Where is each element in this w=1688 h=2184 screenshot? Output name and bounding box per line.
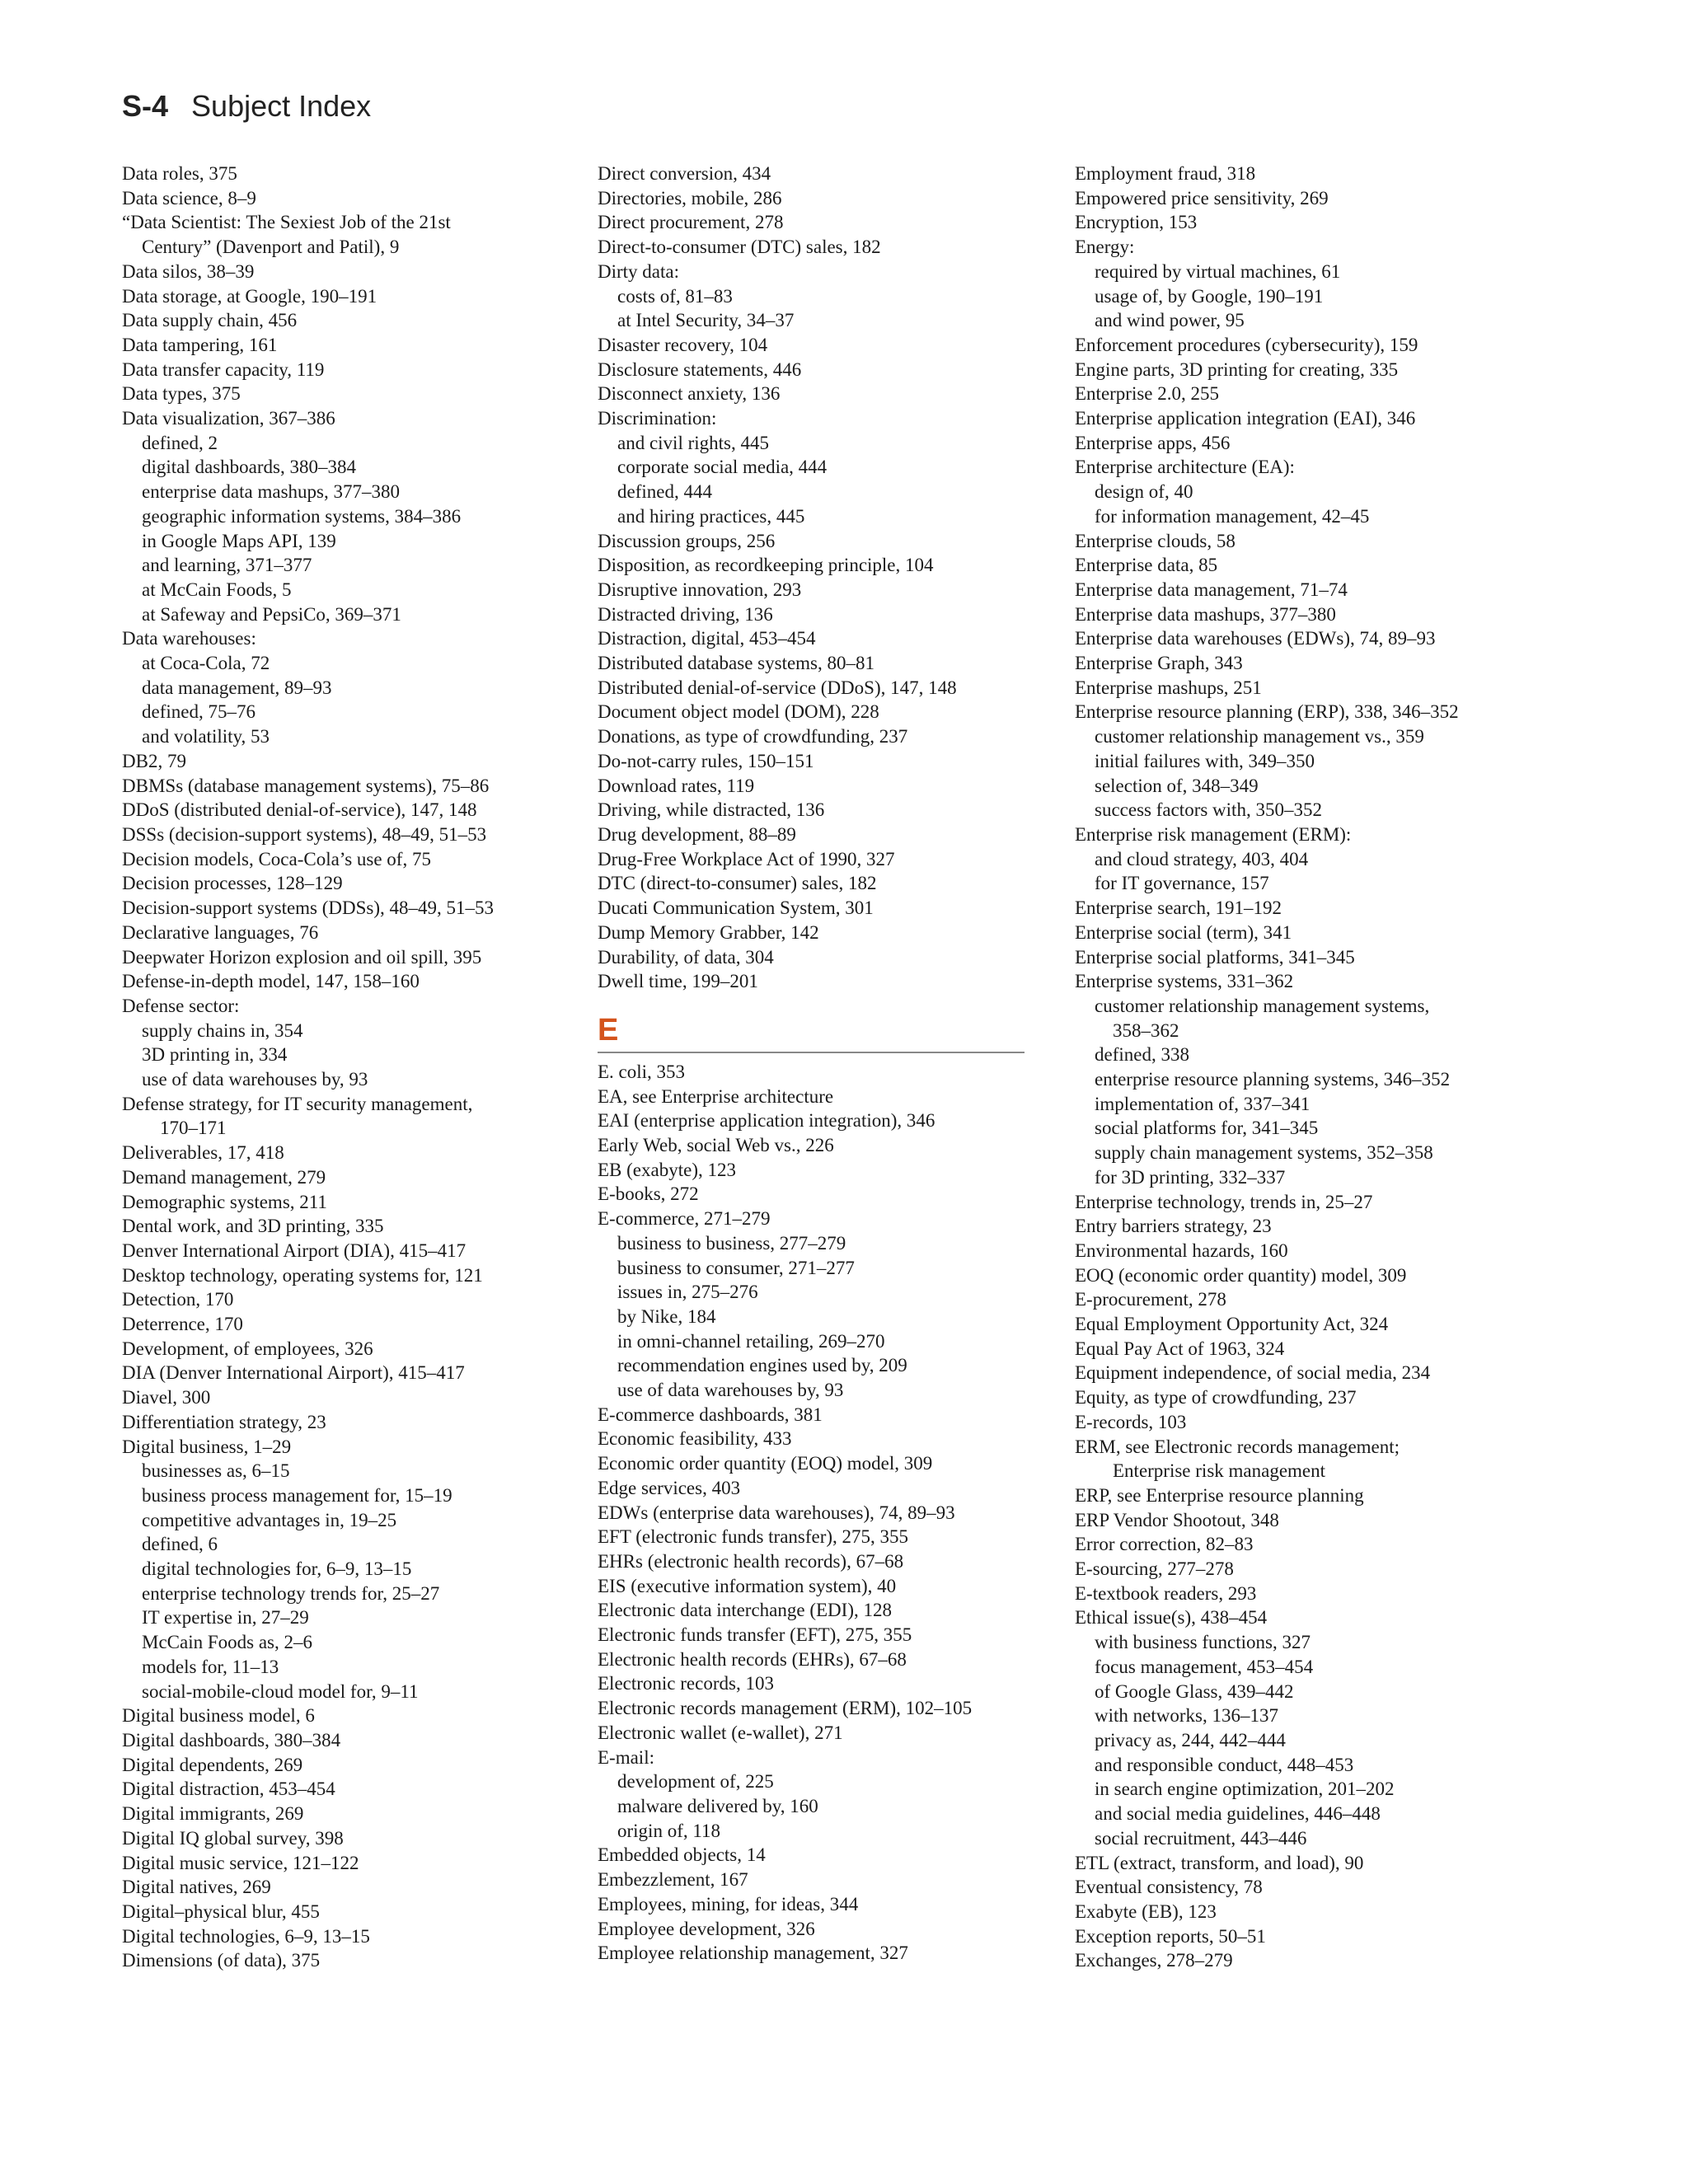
index-subentry: use of data warehouses by, 93 xyxy=(142,1069,368,1090)
index-entry: Disruptive innovation, 293 xyxy=(598,579,802,600)
index-entry: Enterprise clouds, 58 xyxy=(1075,530,1236,551)
index-entry: Error correction, 82–83 xyxy=(1075,1534,1254,1555)
index-subentry: in search engine optimization, 201–202 xyxy=(1095,1779,1395,1800)
index-entry: E-sourcing, 277–278 xyxy=(1075,1558,1234,1580)
index-subentry: digital dashboards, 380–384 xyxy=(142,457,356,478)
index-entry: Enterprise systems, 331–362 xyxy=(1075,971,1294,992)
index-entry: Do-not-carry rules, 150–151 xyxy=(598,750,814,771)
index-entry: Disposition, as recordkeeping principle, 104 xyxy=(598,555,934,576)
index-entry: Direct conversion, 434 xyxy=(598,163,771,184)
index-entry: EDWs (enterprise data warehouses), 74, 89–93 xyxy=(598,1502,955,1523)
index-subentry: customer relationship management systems, xyxy=(1095,995,1430,1016)
index-entry: E. coli, 353 xyxy=(598,1061,686,1082)
index-subentry: models for, 11–13 xyxy=(142,1656,279,1677)
index-subentry: business to consumer, 271–277 xyxy=(617,1257,855,1278)
index-entry: Data warehouses: xyxy=(122,628,256,649)
index-entry: Dimensions (of data), 375 xyxy=(122,1950,321,1971)
index-entry: EA, see Enterprise architecture xyxy=(598,1085,834,1107)
index-entry: Data transfer capacity, 119 xyxy=(122,359,325,380)
index-entry: Employee relationship management, 327 xyxy=(598,1943,908,1964)
index-entry: Directories, mobile, 286 xyxy=(598,187,782,209)
index-subentry: and hiring practices, 445 xyxy=(617,505,805,527)
index-entry: Dirty data: xyxy=(598,260,679,282)
index-column-2 xyxy=(598,162,1059,1966)
index-entry: DIA (Denver International Airport), 415–417 xyxy=(122,1362,465,1384)
index-entry: Electronic funds transfer (EFT), 275, 355 xyxy=(598,1624,912,1646)
index-entry: Declarative languages, 76 xyxy=(122,921,319,943)
index-subentry: Century” (Davenport and Patil), 9 xyxy=(142,237,400,258)
index-entry: Dwell time, 199–201 xyxy=(598,971,758,992)
index-entry: Digital natives, 269 xyxy=(122,1877,271,1898)
index-entry: Drug-Free Workplace Act of 1990, 327 xyxy=(598,848,895,869)
index-entry: Digital business, 1–29 xyxy=(122,1436,292,1457)
index-subentry: in Google Maps API, 139 xyxy=(142,530,336,551)
index-entry: Employee development, 326 xyxy=(598,1918,815,1939)
index-entry: Distributed denial-of-service (DDoS), 147, 148 xyxy=(598,677,957,698)
index-entry: Drug development, 88–89 xyxy=(598,823,796,845)
index-entry: Enterprise social platforms, 341–345 xyxy=(1075,946,1355,968)
index-entry: Exabyte (EB), 123 xyxy=(1075,1900,1217,1922)
index-entry: Entry barriers strategy, 23 xyxy=(1075,1216,1272,1237)
index-subentry: malware delivered by, 160 xyxy=(617,1796,818,1816)
index-entry: Electronic records management (ERM), 102–105 xyxy=(598,1698,973,1719)
index-entry: Deliverables, 17, 418 xyxy=(122,1142,284,1164)
index-entry: Enterprise apps, 456 xyxy=(1075,432,1231,453)
index-entry: Digital–physical blur, 455 xyxy=(122,1900,320,1922)
index-entry: Environmental hazards, 160 xyxy=(1075,1240,1288,1261)
index-entry: Differentiation strategy, 23 xyxy=(122,1411,326,1432)
index-entry: Data storage, at Google, 190–191 xyxy=(122,285,377,307)
index-subentry: 3D printing in, 334 xyxy=(142,1044,288,1066)
index-entry: Data types, 375 xyxy=(122,383,241,405)
index-entry: Encryption, 153 xyxy=(1075,212,1198,233)
index-entry: Decision-support systems (DDSs), 48–49, 51–53 xyxy=(122,898,495,919)
index-entry: Enterprise data management, 71–74 xyxy=(1075,579,1348,600)
index-subentry: corporate social media, 444 xyxy=(617,457,828,478)
index-subentry: development of, 225 xyxy=(617,1771,774,1793)
index-subentry: by Nike, 184 xyxy=(617,1305,716,1327)
index-entry: Disaster recovery, 104 xyxy=(598,334,768,355)
index-subentry: enterprise technology trends for, 25–27 xyxy=(142,1582,440,1604)
index-subentry: digital technologies for, 6–9, 13–15 xyxy=(142,1558,412,1580)
index-entry: Digital dashboards, 380–384 xyxy=(122,1730,341,1750)
index-entry: Dump Memory Grabber, 142 xyxy=(598,921,819,943)
index-entry: Enterprise data, 85 xyxy=(1075,555,1218,576)
index-entry: Decision processes, 128–129 xyxy=(122,873,343,894)
index-entry: E-mail: xyxy=(598,1746,654,1768)
index-entry: Deterrence, 170 xyxy=(122,1314,243,1335)
index-entry: Document object model (DOM), 228 xyxy=(598,701,879,723)
index-entry: EB (exabyte), 123 xyxy=(598,1159,736,1180)
index-entry: Development, of employees, 326 xyxy=(122,1338,373,1359)
index-entry: Equal Employment Opportunity Act, 324 xyxy=(1075,1314,1389,1335)
section-letter: E xyxy=(598,1012,619,1047)
index-subentry: use of data warehouses by, 93 xyxy=(617,1380,844,1401)
index-entry: Enterprise social (term), 341 xyxy=(1075,921,1292,943)
index-entry: Electronic records, 103 xyxy=(598,1673,774,1694)
index-subentry: selection of, 348–349 xyxy=(1095,775,1259,796)
index-entry: Enforcement procedures (cybersecurity), 159 xyxy=(1075,334,1418,355)
index-entry: Enterprise mashups, 251 xyxy=(1075,677,1262,698)
index-entry: Discussion groups, 256 xyxy=(598,530,776,551)
index-entry: Digital IQ global survey, 398 xyxy=(122,1827,344,1849)
index-subentry: business to business, 277–279 xyxy=(617,1232,846,1254)
section-heading xyxy=(598,1012,1025,1053)
page-number: S-4 xyxy=(122,89,169,123)
index-subentry: initial failures with, 349–350 xyxy=(1095,750,1315,771)
index-entry: Exception reports, 50–51 xyxy=(1075,1925,1266,1947)
index-entry: Eventual consistency, 78 xyxy=(1075,1877,1263,1898)
index-subentry: with networks, 136–137 xyxy=(1095,1705,1278,1727)
index-entry: Enterprise search, 191–192 xyxy=(1075,898,1282,919)
index-entry: ERM, see Electronic records management; xyxy=(1075,1436,1400,1457)
index-subentry: at Coca-Cola, 72 xyxy=(142,653,270,674)
index-subentry: at McCain Foods, 5 xyxy=(142,579,292,600)
index-entry: Enterprise data warehouses (EDWs), 74, 89–93 xyxy=(1075,628,1436,649)
index-subentry: origin of, 118 xyxy=(617,1820,720,1841)
index-entry: Decision models, Coca-Cola’s use of, 75 xyxy=(122,848,431,869)
index-subentry: and cloud strategy, 403, 404 xyxy=(1095,848,1309,869)
index-subentry: business process management for, 15–19 xyxy=(142,1484,452,1506)
index-entry: Enterprise 2.0, 255 xyxy=(1075,383,1220,405)
index-subentry: social recruitment, 443–446 xyxy=(1095,1827,1307,1849)
index-entry: Donations, as type of crowdfunding, 237 xyxy=(598,726,908,748)
index-entry: Economic order quantity (EOQ) model, 309 xyxy=(598,1453,933,1474)
index-entry: ERP, see Enterprise resource planning xyxy=(1075,1484,1364,1506)
index-subentry: customer relationship management vs., 359 xyxy=(1095,726,1424,748)
index-subentry: competitive advantages in, 19–25 xyxy=(142,1509,397,1530)
index-subentry: IT expertise in, 27–29 xyxy=(142,1607,309,1629)
index-subentry: for information management, 42–45 xyxy=(1095,505,1370,527)
page-title: Subject Index xyxy=(191,89,372,123)
index-entry: EIS (executive information system), 40 xyxy=(598,1575,897,1596)
index-entry: Enterprise data mashups, 377–380 xyxy=(1075,603,1336,625)
index-entry: Demand management, 279 xyxy=(122,1166,326,1188)
index-subentry: businesses as, 6–15 xyxy=(142,1460,290,1482)
index-entry: Engine parts, 3D printing for creating, 335 xyxy=(1075,359,1399,380)
index-subentry: usage of, by Google, 190–191 xyxy=(1095,285,1324,307)
index-entry: Direct-to-consumer (DTC) sales, 182 xyxy=(598,237,881,258)
index-entry: Defense-in-depth model, 147, 158–160 xyxy=(122,971,420,992)
index-subentry: 358–362 xyxy=(1113,1019,1179,1041)
index-entry: DDoS (distributed denial-of-service), 147, 148 xyxy=(122,799,477,821)
index-subentry: enterprise resource planning systems, 346–352 xyxy=(1095,1069,1451,1090)
index-entry: Desktop technology, operating systems for, 121 xyxy=(122,1264,483,1286)
index-entry: Direct procurement, 278 xyxy=(598,212,784,233)
index-subentry: Enterprise risk management xyxy=(1113,1460,1326,1482)
index-subentry: defined, 6 xyxy=(142,1534,218,1555)
index-entry: Electronic data interchange (EDI), 128 xyxy=(598,1600,892,1621)
index-entry: Data science, 8–9 xyxy=(122,187,256,209)
index-subentry: supply chains in, 354 xyxy=(142,1019,303,1041)
index-subentry: and wind power, 95 xyxy=(1095,310,1245,331)
index-subentry: privacy as, 244, 442–444 xyxy=(1095,1730,1286,1750)
index-subentry: defined, 75–76 xyxy=(142,701,256,723)
index-entry: Disclosure statements, 446 xyxy=(598,359,802,380)
index-subentry: supply chain management systems, 352–358 xyxy=(1095,1142,1433,1164)
index-entry: Early Web, social Web vs., 226 xyxy=(598,1135,834,1156)
index-entry: Digital dependents, 269 xyxy=(122,1754,303,1775)
index-subentry: enterprise data mashups, 377–380 xyxy=(142,481,400,503)
index-subentry: defined, 444 xyxy=(617,481,712,503)
index-entry: ETL (extract, transform, and load), 90 xyxy=(1075,1852,1364,1873)
index-subentry: recommendation engines used by, 209 xyxy=(617,1355,907,1376)
index-entry: Equal Pay Act of 1963, 324 xyxy=(1075,1338,1285,1359)
index-entry: Driving, while distracted, 136 xyxy=(598,799,825,821)
index-entry: Demographic systems, 211 xyxy=(122,1191,327,1212)
index-entry: Distributed database systems, 80–81 xyxy=(598,653,875,674)
index-subentry: defined, 338 xyxy=(1095,1044,1189,1066)
index-entry: Enterprise risk management (ERM): xyxy=(1075,823,1352,845)
index-entry: EHRs (electronic health records), 67–68 xyxy=(598,1550,904,1572)
index-entry: E-commerce dashboards, 381 xyxy=(598,1404,823,1425)
index-entry: Data visualization, 367–386 xyxy=(122,408,335,429)
index-subentry: costs of, 81–83 xyxy=(617,285,733,307)
index-subentry: for IT governance, 157 xyxy=(1095,873,1269,894)
index-entry: Diavel, 300 xyxy=(122,1387,211,1408)
index-subentry: McCain Foods as, 2–6 xyxy=(142,1632,312,1653)
index-subentry: required by virtual machines, 61 xyxy=(1095,260,1341,282)
index-subentry: implementation of, 337–341 xyxy=(1095,1093,1311,1114)
index-subentry: and learning, 371–377 xyxy=(142,555,312,576)
index-entry: Data roles, 375 xyxy=(122,163,237,184)
index-entry: Data silos, 38–39 xyxy=(122,260,255,282)
page-header xyxy=(122,89,371,124)
index-entry: Distracted driving, 136 xyxy=(598,603,773,625)
index-entry: Dental work, and 3D printing, 335 xyxy=(122,1216,384,1237)
index-entry: EAI (enterprise application integration), 346 xyxy=(598,1110,935,1132)
index-entry: Digital music service, 121–122 xyxy=(122,1852,359,1873)
index-entry: Digital technologies, 6–9, 13–15 xyxy=(122,1925,370,1947)
index-column-1 xyxy=(122,162,584,1973)
index-entry: EFT (electronic funds transfer), 275, 355 xyxy=(598,1526,909,1548)
index-subentry: success factors with, 350–352 xyxy=(1095,799,1322,821)
index-entry: E-textbook readers, 293 xyxy=(1075,1582,1257,1604)
index-entry: Data supply chain, 456 xyxy=(122,310,298,331)
index-subentry: at Intel Security, 34–37 xyxy=(617,310,795,331)
index-entry: Discrimination: xyxy=(598,408,717,429)
index-subentry: design of, 40 xyxy=(1095,481,1193,503)
index-entry: Durability, of data, 304 xyxy=(598,946,774,968)
index-entry: Employees, mining, for ideas, 344 xyxy=(598,1893,859,1915)
index-entry: Ethical issue(s), 438–454 xyxy=(1075,1607,1268,1629)
index-entry: DTC (direct-to-consumer) sales, 182 xyxy=(598,873,877,894)
index-entry: Equity, as type of crowdfunding, 237 xyxy=(1075,1387,1357,1408)
index-entry: Defense strategy, for IT security management, xyxy=(122,1093,473,1114)
index-entry: Empowered price sensitivity, 269 xyxy=(1075,187,1329,209)
index-entry: Enterprise resource planning (ERP), 338, 346–352 xyxy=(1075,701,1459,723)
index-entry: Electronic wallet (e-wallet), 271 xyxy=(598,1722,843,1743)
index-subentry: of Google Glass, 439–442 xyxy=(1095,1680,1294,1702)
index-subentry: geographic information systems, 384–386 xyxy=(142,505,462,527)
index-entry: Embezzlement, 167 xyxy=(598,1869,748,1891)
index-entry: E-procurement, 278 xyxy=(1075,1289,1226,1310)
index-entry: Denver International Airport (DIA), 415–417 xyxy=(122,1240,467,1261)
index-entry: Data tampering, 161 xyxy=(122,334,278,355)
index-subentry: defined, 2 xyxy=(142,432,218,453)
index-entry: Electronic health records (EHRs), 67–68 xyxy=(598,1648,907,1670)
index-entry: DBMSs (database management systems), 75–86 xyxy=(122,775,490,796)
index-entry: ERP Vendor Shootout, 348 xyxy=(1075,1509,1279,1530)
index-entry: E-records, 103 xyxy=(1075,1411,1187,1432)
index-entry: Digital distraction, 453–454 xyxy=(122,1779,335,1800)
index-entry: Enterprise Graph, 343 xyxy=(1075,653,1243,674)
index-entry: DSSs (decision-support systems), 48–49, 51–53 xyxy=(122,823,487,845)
index-entry: Detection, 170 xyxy=(122,1289,234,1310)
index-subentry: and volatility, 53 xyxy=(142,726,270,748)
index-entry: Exchanges, 278–279 xyxy=(1075,1950,1233,1971)
index-subentry: and responsible conduct, 448–453 xyxy=(1095,1754,1354,1775)
index-subentry: issues in, 275–276 xyxy=(617,1282,758,1303)
index-entry: Edge services, 403 xyxy=(598,1477,741,1498)
index-entry: Equipment independence, of social media, 234 xyxy=(1075,1362,1431,1384)
index-entry: E-commerce, 271–279 xyxy=(598,1208,771,1230)
index-entry: Digital immigrants, 269 xyxy=(122,1803,304,1825)
index-entry: Economic feasibility, 433 xyxy=(598,1428,792,1450)
index-subentry: at Safeway and PepsiCo, 369–371 xyxy=(142,603,401,625)
index-subentry: and civil rights, 445 xyxy=(617,432,769,453)
index-entry: Defense sector: xyxy=(122,995,240,1016)
index-column-3 xyxy=(1075,162,1536,1973)
index-entry: Enterprise architecture (EA): xyxy=(1075,457,1295,478)
index-entry: Disconnect anxiety, 136 xyxy=(598,383,781,405)
index-subentry: social-mobile-cloud model for, 9–11 xyxy=(142,1680,419,1702)
index-entry: Distraction, digital, 453–454 xyxy=(598,628,816,649)
index-subentry: focus management, 453–454 xyxy=(1095,1656,1314,1677)
index-subentry: in omni-channel retailing, 269–270 xyxy=(617,1330,885,1352)
index-subentry: social platforms for, 341–345 xyxy=(1095,1118,1319,1139)
index-entry: EOQ (economic order quantity) model, 309 xyxy=(1075,1264,1407,1286)
index-subentry: with business functions, 327 xyxy=(1095,1632,1311,1653)
index-subentry: data management, 89–93 xyxy=(142,677,332,698)
index-entry: Employment fraud, 318 xyxy=(1075,163,1256,184)
index-entry: Energy: xyxy=(1075,237,1135,258)
index-subentry: 170–171 xyxy=(160,1118,227,1139)
index-subentry: for 3D printing, 332–337 xyxy=(1095,1166,1286,1188)
index-entry: Digital business model, 6 xyxy=(122,1705,315,1727)
index-subentry: and social media guidelines, 446–448 xyxy=(1095,1803,1381,1825)
index-entry: Deepwater Horizon explosion and oil spill, 395 xyxy=(122,946,482,968)
index-entry: E-books, 272 xyxy=(598,1183,699,1205)
index-entry: Enterprise technology, trends in, 25–27 xyxy=(1075,1191,1373,1212)
index-entry: Download rates, 119 xyxy=(598,775,755,796)
index-entry: Embedded objects, 14 xyxy=(598,1844,766,1866)
index-entry: Enterprise application integration (EAI), 346 xyxy=(1075,408,1416,429)
index-entry: DB2, 79 xyxy=(122,750,186,771)
index-entry: “Data Scientist: The Sexiest Job of the 21st xyxy=(122,212,451,233)
index-entry: Ducati Communication System, 301 xyxy=(598,898,874,919)
